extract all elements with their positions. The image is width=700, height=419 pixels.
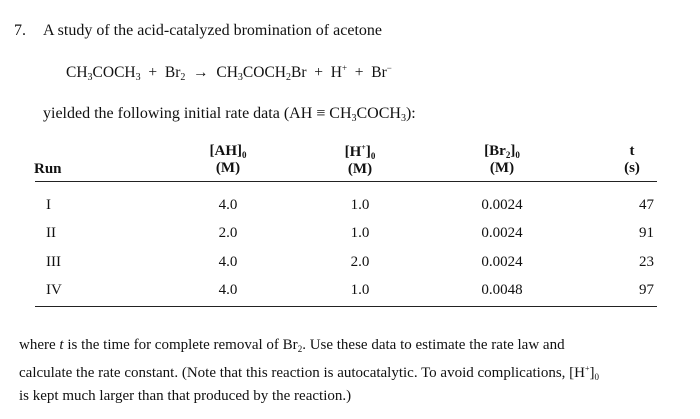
table-header-rule bbox=[35, 181, 657, 182]
cell-run: II bbox=[46, 225, 56, 241]
question-instructions bbox=[19, 336, 599, 406]
reactant-bromine: $Br_2$ bbox=[164, 64, 186, 84]
cell-h: 2.0 bbox=[350, 254, 370, 270]
instructions-line-2: calculate the rate constant. (Note that this reaction is autocatalytic. To avoid complications, $[H^+]_0$ bbox=[19, 364, 599, 382]
cell-h: 1.0 bbox=[350, 282, 370, 298]
cell-t: 97 bbox=[639, 282, 654, 298]
instructions-line-3: is kept much larger than that produced by the reaction.) bbox=[19, 388, 352, 404]
product-proton: H+ bbox=[330, 63, 348, 82]
header-t: t (s) bbox=[624, 143, 640, 176]
cell-ah: 4.0 bbox=[218, 254, 238, 270]
cell-run: IV bbox=[46, 282, 62, 298]
data-intro: yielded the following initial rate data $(AH \equiv CH_3COCH_3)$: bbox=[43, 105, 416, 124]
cell-t: 47 bbox=[639, 197, 654, 213]
question-intro: A study of the acid-catalyzed bromination of acetone bbox=[43, 22, 382, 39]
cell-t: 23 bbox=[639, 254, 654, 270]
product-bromoacetone: $CH_3COCH_2Br$ bbox=[216, 64, 307, 84]
cell-h: 1.0 bbox=[350, 225, 370, 241]
header-h: $[H^+]_0$ (M) bbox=[344, 143, 376, 177]
plus-sign: + bbox=[354, 64, 364, 82]
plus-sign: + bbox=[314, 64, 323, 82]
plus-sign: + bbox=[148, 64, 158, 82]
cell-br: 0.0024 bbox=[481, 197, 523, 213]
reaction-equation bbox=[66, 63, 392, 83]
cell-ah: 2.0 bbox=[218, 225, 238, 241]
cell-t: 91 bbox=[639, 225, 654, 241]
cell-br: 0.0048 bbox=[481, 282, 523, 298]
instructions-line-1: where t is the time for complete removal of $Br_2$. Use these data to estimate the rate law and bbox=[19, 337, 565, 354]
reactant-acetone: $CH_3COCH_3$ bbox=[66, 64, 141, 84]
cell-run: III bbox=[46, 254, 61, 270]
question-number: 7. bbox=[14, 22, 26, 39]
cell-br: 0.0024 bbox=[481, 254, 523, 270]
header-run: Run bbox=[34, 161, 62, 177]
cell-ah: 4.0 bbox=[218, 282, 238, 298]
header-br: $[Br_2]_0$ (M) bbox=[484, 143, 520, 176]
cell-h: 1.0 bbox=[350, 197, 370, 213]
cell-ah: 4.0 bbox=[218, 197, 238, 213]
table-bottom-rule bbox=[35, 306, 657, 307]
cell-run: I bbox=[46, 197, 51, 213]
product-bromide: Br− bbox=[371, 63, 392, 82]
cell-br: 0.0024 bbox=[481, 225, 523, 241]
reaction-arrow: → bbox=[193, 64, 209, 82]
header-ah: $[AH]_0$ (M) bbox=[209, 143, 247, 176]
